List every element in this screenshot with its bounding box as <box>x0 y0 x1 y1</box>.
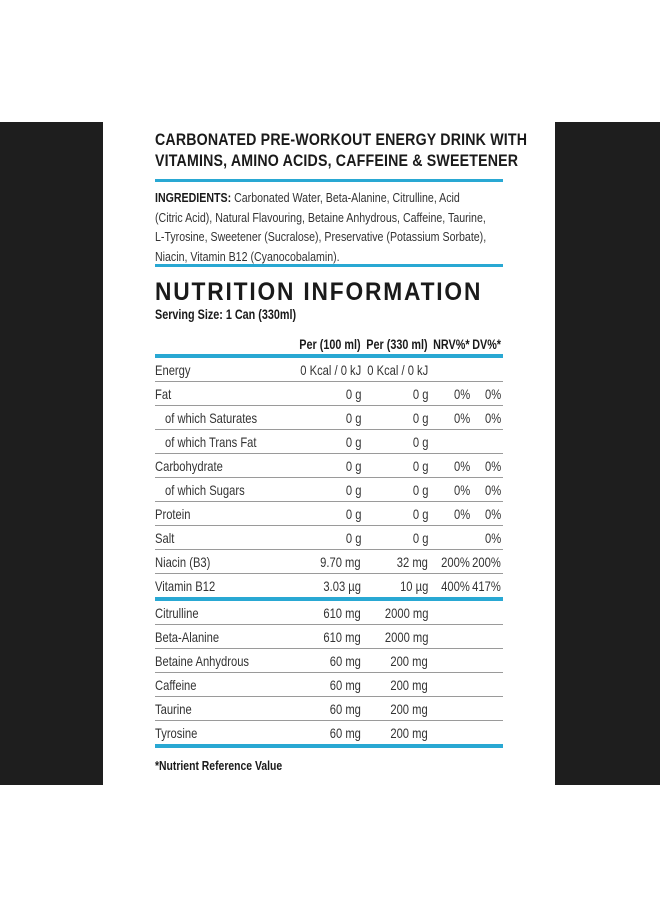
value-per-100ml: 610 mg <box>323 604 361 621</box>
table-row <box>155 478 503 502</box>
headline-line-2: VITAMINS, AMINO ACIDS, CAFFEINE & SWEETENER <box>155 152 519 170</box>
ingredients-divider <box>155 264 503 267</box>
ingredients-label: INGREDIENTS: <box>155 190 232 205</box>
value-per-330ml: 200 mg <box>390 700 428 717</box>
nutrient-name: Fat <box>155 385 172 402</box>
value-per-100ml: 60 mg <box>329 700 361 717</box>
footnote: *Nutrient Reference Value <box>155 758 283 773</box>
table-row <box>155 574 503 597</box>
table-row <box>155 697 503 721</box>
headline-divider <box>155 179 503 182</box>
table-row <box>155 358 503 382</box>
value-per-330ml: 200 mg <box>390 676 428 693</box>
value-dv: 0% <box>484 529 501 546</box>
nutrient-name: Protein <box>155 505 191 522</box>
nutrient-name: of which Trans Fat <box>165 433 257 450</box>
table-row <box>155 406 503 430</box>
nutrient-name: Salt <box>155 529 175 546</box>
value-per-330ml: 2000 mg <box>384 628 428 645</box>
value-nrv: 0% <box>453 457 470 474</box>
value-dv: 0% <box>484 457 501 474</box>
nutrient-name: Carbohydrate <box>155 457 223 474</box>
value-nrv: 0% <box>453 409 470 426</box>
value-nrv: 200% <box>441 553 470 570</box>
header-dv: DV%* <box>472 336 501 352</box>
table-row <box>155 382 503 406</box>
value-per-100ml: 3.03 µg <box>323 577 361 594</box>
serving-size: Serving Size: 1 Can (330ml) <box>155 307 297 322</box>
nutrient-name: of which Sugars <box>165 481 245 498</box>
value-per-330ml: 0 g <box>412 457 428 474</box>
table-row <box>155 454 503 478</box>
value-per-330ml: 0 Kcal / 0 kJ <box>366 361 428 378</box>
value-per-100ml: 0 g <box>345 457 361 474</box>
value-per-330ml: 32 mg <box>396 553 428 570</box>
value-per-330ml: 0 g <box>412 505 428 522</box>
active-name: Caffeine <box>155 676 197 693</box>
nutrient-rows <box>155 358 503 597</box>
active-name: Betaine Anhydrous <box>155 652 250 669</box>
value-per-330ml: 0 g <box>412 529 428 546</box>
value-dv: 0% <box>484 481 501 498</box>
header-nrv: NRV%* <box>433 336 470 352</box>
headline-line-1: CARBONATED PRE-WORKOUT ENERGY DRINK WITH <box>155 131 528 149</box>
table-row <box>155 550 503 574</box>
left-dark-bar <box>0 122 103 785</box>
value-per-100ml: 0 g <box>345 385 361 402</box>
header-per-100ml: Per (100 ml) <box>299 336 361 352</box>
value-per-100ml: 0 g <box>345 409 361 426</box>
value-per-100ml: 0 g <box>345 529 361 546</box>
ingredients-block <box>155 188 487 266</box>
value-per-330ml: 0 g <box>412 433 428 450</box>
value-per-100ml: 610 mg <box>323 628 361 645</box>
table-row <box>155 526 503 550</box>
table-row <box>155 430 503 454</box>
value-dv: 0% <box>484 385 501 402</box>
table-row <box>155 649 503 673</box>
value-per-330ml: 200 mg <box>390 652 428 669</box>
value-per-330ml: 0 g <box>412 385 428 402</box>
value-dv: 0% <box>484 505 501 522</box>
value-per-100ml: 60 mg <box>329 724 361 741</box>
value-per-100ml: 0 g <box>345 505 361 522</box>
table-row <box>155 601 503 625</box>
nutrition-title: NUTRITION INFORMATION <box>155 278 483 306</box>
nutrient-name: Niacin (B3) <box>155 553 211 570</box>
value-per-330ml: 200 mg <box>390 724 428 741</box>
nutrient-name: of which Saturates <box>165 409 258 426</box>
right-dark-bar <box>555 122 660 785</box>
value-per-330ml: 2000 mg <box>384 604 428 621</box>
active-name: Citrulline <box>155 604 199 621</box>
value-per-100ml: 0 g <box>345 481 361 498</box>
header-per-330ml: Per (330 ml) <box>366 336 428 352</box>
nutrient-name: Energy <box>155 361 191 378</box>
table-header-row <box>155 334 503 354</box>
value-per-100ml: 0 g <box>345 433 361 450</box>
table-row <box>155 721 503 744</box>
nutrition-table <box>155 334 503 748</box>
table-row <box>155 673 503 697</box>
value-per-100ml: 0 Kcal / 0 kJ <box>299 361 361 378</box>
value-per-100ml: 60 mg <box>329 652 361 669</box>
active-name: Beta-Alanine <box>155 628 220 645</box>
nutrient-name: Vitamin B12 <box>155 577 216 594</box>
table-row <box>155 502 503 526</box>
value-dv: 200% <box>472 553 501 570</box>
value-nrv: 0% <box>453 385 470 402</box>
table-row <box>155 625 503 649</box>
table-bottom-divider <box>155 744 503 748</box>
ingredients-text: Carbonated Water, Beta-Alanine, Citrulline, Acid (Citric Acid), Natural Flavouring, Betaine Anhydrous, Caffeine, Taurine, L-Tyrosine, Sweetener (Sucralose), Preservative (Potassium Sorbate), Niacin, Vitamin B12 (Cyanocobalamin). <box>155 190 487 264</box>
value-per-330ml: 10 µg <box>399 577 428 594</box>
active-ingredient-rows <box>155 601 503 744</box>
value-dv: 0% <box>484 409 501 426</box>
value-nrv: 0% <box>453 505 470 522</box>
value-dv: 417% <box>472 577 501 594</box>
product-headline <box>155 130 528 172</box>
value-nrv: 400% <box>441 577 470 594</box>
active-name: Taurine <box>155 700 192 717</box>
value-nrv: 0% <box>453 481 470 498</box>
value-per-100ml: 60 mg <box>329 676 361 693</box>
active-name: Tyrosine <box>155 724 198 741</box>
value-per-330ml: 0 g <box>412 409 428 426</box>
value-per-100ml: 9.70 mg <box>320 553 361 570</box>
value-per-330ml: 0 g <box>412 481 428 498</box>
